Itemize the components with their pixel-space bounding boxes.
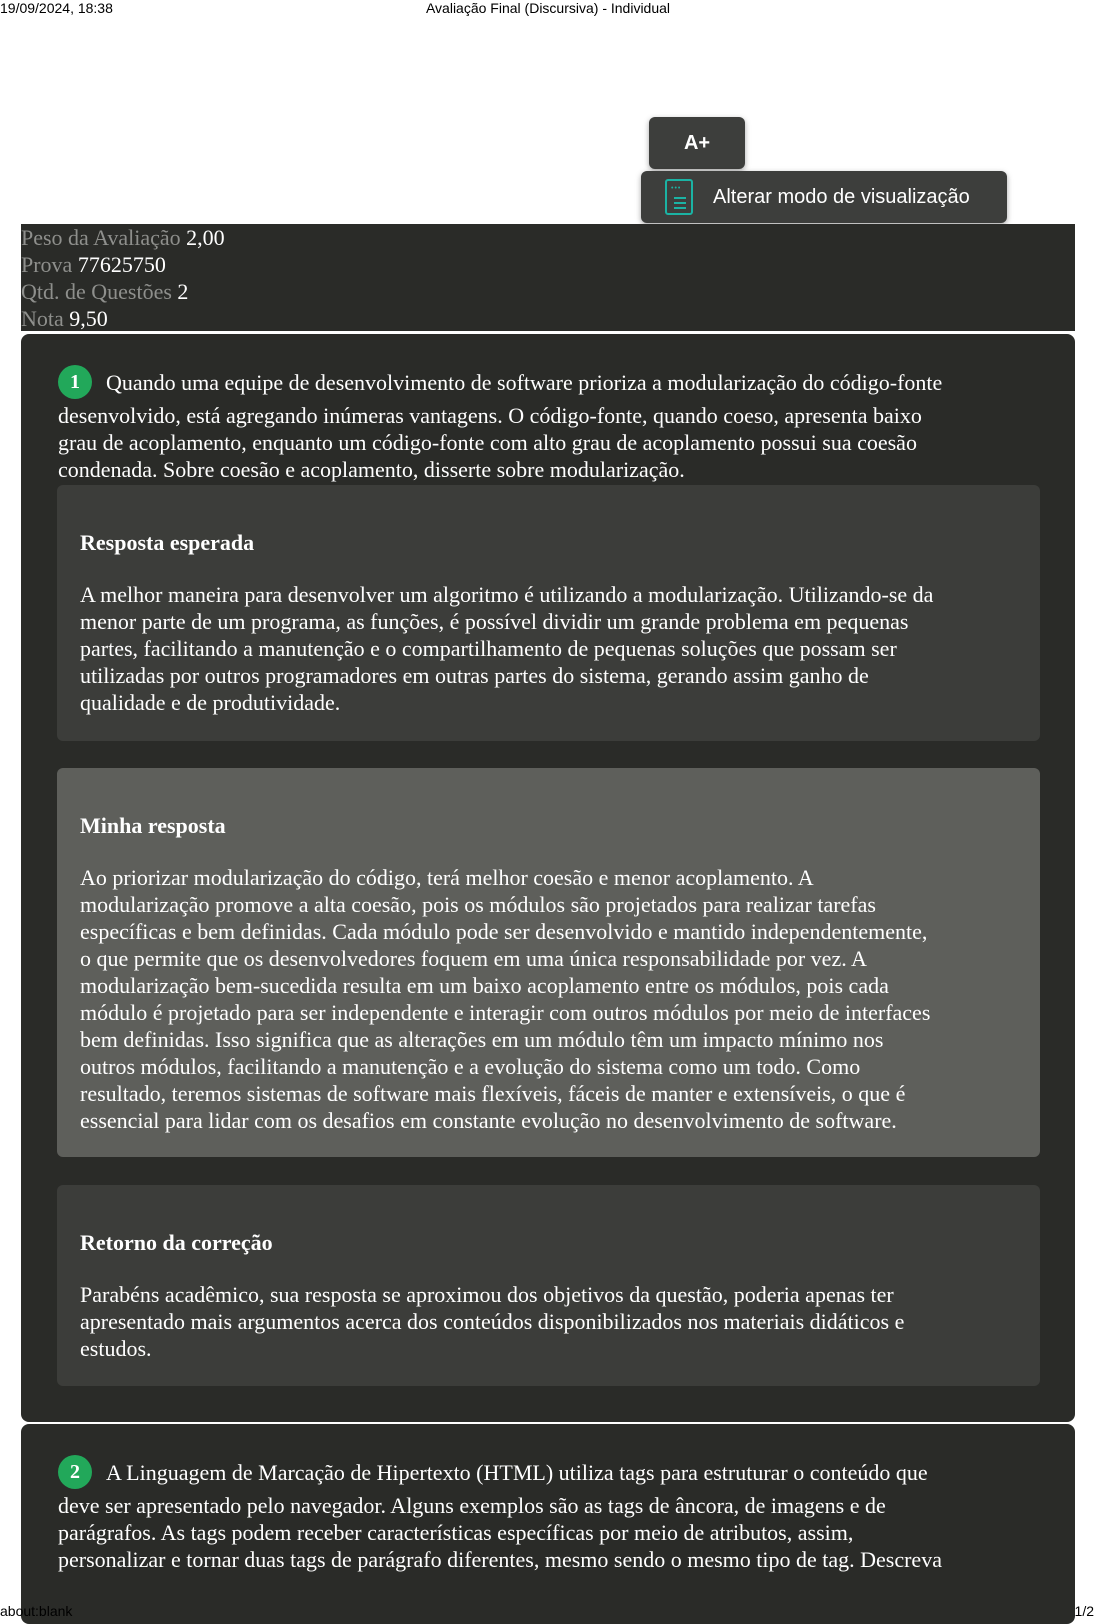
question-text: 1 Quando uma equipe de desenvolvimento de software prioriza a modularização do código-fonte desenvolvido, está agregando inúmeras vantagens. O código-fonte, quando coeso, apresenta baixo grau de acoplamento, enquanto um código-fonte com alto grau de acoplamento possui sua coesão condenada. Sobre coesão e acoplamento, disserte sobre modularização. <box>58 368 1048 483</box>
info-value: 2 <box>177 279 189 304</box>
exam-info <box>21 224 1075 331</box>
question-number-badge: 2 <box>58 1455 92 1489</box>
print-page-number: 1/2 <box>1074 1603 1094 1619</box>
print-header <box>0 0 1096 20</box>
info-label: Peso da Avaliação <box>21 225 181 250</box>
feedback-heading: Retorno da correção <box>80 1230 273 1255</box>
info-value: 77625750 <box>77 252 166 277</box>
my-answer-heading: Minha resposta <box>80 813 226 838</box>
info-label: Prova <box>21 252 73 277</box>
expected-answer-heading: Resposta esperada <box>80 530 255 555</box>
document-icon: ••• <box>665 179 693 215</box>
print-url: about:blank <box>0 1603 73 1619</box>
font-size-button[interactable]: A+ <box>649 117 745 169</box>
info-label: Nota <box>21 306 64 331</box>
print-date: 19/09/2024, 18:38 <box>0 0 113 16</box>
view-mode-button[interactable] <box>641 171 1007 223</box>
expected-answer-text: A melhor maneira para desenvolver um algoritmo é utilizando a modularização. Utilizando-se da menor parte de um programa, as funções, é possível dividir um grande problema em pequenas partes, facilitando a manutenção e o compartilhamento de pequenas soluções que possam ser utilizadas por outros programadores em outras partes do sistema, gerando assim ganho de qualidade e de produtividade. <box>80 582 934 715</box>
info-prova <box>21 251 1075 278</box>
question-card-2 <box>21 1424 1075 1624</box>
print-title: Avaliação Final (Discursiva) - Individual <box>425 0 671 16</box>
feedback-box <box>57 1185 1040 1386</box>
info-nota <box>21 305 1075 332</box>
print-footer <box>0 1601 1096 1621</box>
expected-answer-box <box>57 485 1040 741</box>
feedback-text: Parabéns acadêmico, sua resposta se aproximou dos objetivos da questão, poderia apenas ter apresentado mais argumentos acerca dos conteúdos disponibilizados nos materiais didáticos e estudos. <box>80 1282 905 1361</box>
question-text: 2 A Linguagem de Marcação de Hipertexto (HTML) utiliza tags para estruturar o conteúdo que deve ser apresentado pelo navegador. Alguns exemplos são as tags de âncora, de imagens e de parágrafos. As tags podem receber características específicas por meio de atributos, assim, personalizar e tornar duas tags de parágrafo diferentes, mesmo sendo o mesmo tipo de tag. Descreva <box>58 1458 1048 1573</box>
view-mode-label: Alterar modo de visualização <box>713 185 970 208</box>
question-card-1 <box>21 334 1075 1422</box>
my-answer-text: Ao priorizar modularização do código, terá melhor coesão e menor acoplamento. A modularização promove a alta coesão, pois os módulos são projetados para realizar tarefas específicas e bem definidas. Cada módulo pode ser desenvolvido e mantido independentemente, o que permite que os desenvolvedores foquem em uma única responsabilidade por vez. A modularização bem-sucedida resulta em um baixo acoplamento entre os módulos, pois cada módulo é projetado para ser independente e interagir com outros módulos por meio de interfaces bem definidas. Isso significa que as alterações em um módulo têm um impacto mínimo nos outros módulos, facilitando a manutenção e a evolução do sistema como um todo. Como resultado, teremos sistemas de software mais flexíveis, fáceis de manter e extensíveis, o que é essencial para lidar com os desafios em constante evolução no desenvolvimento de software. <box>80 865 931 1133</box>
info-value: 2,00 <box>186 225 225 250</box>
info-label: Qtd. de Questões <box>21 279 172 304</box>
info-value: 9,50 <box>69 306 108 331</box>
info-qtd <box>21 278 1075 305</box>
info-peso <box>21 224 1075 251</box>
question-number-badge: 1 <box>58 365 92 399</box>
my-answer-box <box>57 768 1040 1157</box>
